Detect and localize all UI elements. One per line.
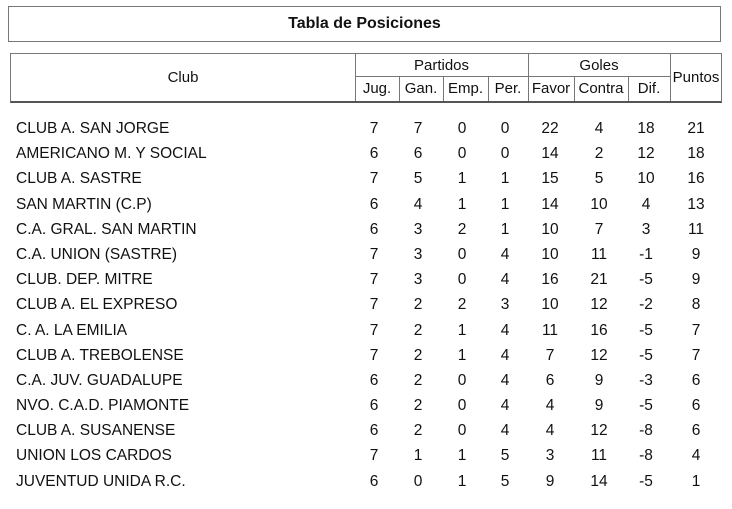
table-row [0, 294, 732, 319]
header-emp: Emp. [447, 80, 483, 97]
cell-emp: 0 [457, 245, 467, 263]
cell-dif: -2 [639, 296, 653, 314]
cell-favor: 3 [545, 447, 555, 465]
cell-gan: 1 [413, 447, 423, 465]
header-jug: Jug. [362, 80, 392, 97]
cell-favor: 15 [541, 170, 559, 188]
club-name: CLUB A. SAN JORGE [16, 120, 170, 137]
cell-contra: 7 [594, 220, 604, 238]
table-row [0, 320, 732, 345]
cell-per: 3 [500, 296, 510, 314]
cell-favor: 10 [541, 220, 559, 238]
cell-jug: 6 [369, 145, 379, 163]
cell-favor: 22 [541, 120, 559, 137]
club-name: C. A. LA EMILIA [16, 321, 128, 339]
club-name: CLUB A. EL EXPRESO [16, 296, 178, 314]
cell-dif: 10 [637, 170, 655, 188]
club-name: C.A. GRAL. SAN MARTIN [16, 220, 197, 238]
cell-gan: 6 [413, 145, 423, 163]
cell-per: 0 [500, 120, 510, 137]
cell-dif: -5 [639, 346, 653, 364]
cell-per: 4 [500, 321, 510, 339]
cell-contra: 14 [590, 472, 608, 490]
cell-contra: 2 [594, 145, 604, 163]
cell-per: 0 [500, 145, 510, 163]
cell-emp: 2 [457, 296, 467, 314]
cell-gan: 2 [413, 296, 423, 314]
club-name: CLUB A. TREBOLENSE [16, 346, 184, 364]
cell-jug: 7 [369, 346, 379, 364]
cell-emp: 0 [457, 371, 467, 389]
cell-dif: -5 [639, 321, 653, 339]
cell-contra: 12 [590, 346, 608, 364]
cell-jug: 6 [369, 371, 379, 389]
club-name: NVO. C.A.D. PIAMONTE [16, 397, 190, 415]
cell-gan: 7 [413, 120, 423, 137]
cell-per: 4 [500, 371, 510, 389]
table-row [0, 219, 732, 244]
cell-gan: 2 [413, 371, 423, 389]
table-row [0, 445, 732, 470]
table-row [0, 420, 732, 445]
table-row [0, 370, 732, 395]
table-row [0, 471, 732, 496]
cell-contra: 9 [594, 371, 604, 389]
cell-pts: 13 [687, 195, 705, 213]
cell-dif: 3 [641, 220, 651, 238]
cell-dif: 12 [637, 145, 655, 163]
table-row [0, 118, 732, 143]
cell-gan: 2 [413, 321, 423, 339]
table-row [0, 395, 732, 420]
cell-dif: -3 [639, 371, 653, 389]
cell-gan: 3 [413, 245, 423, 263]
table-row [0, 194, 732, 219]
table-title: Tabla de Posiciones [8, 6, 721, 42]
header-goles: Goles [579, 57, 619, 74]
cell-dif: -5 [639, 271, 653, 289]
cell-gan: 2 [413, 422, 423, 440]
club-name: JUVENTUD UNIDA R.C. [16, 472, 186, 490]
cell-contra: 11 [590, 245, 608, 263]
cell-pts: 8 [691, 296, 701, 314]
cell-per: 4 [500, 422, 510, 440]
club-name: SAN MARTIN (C.P) [16, 195, 152, 213]
cell-favor: 7 [545, 346, 555, 364]
cell-dif: -8 [639, 422, 653, 440]
cell-pts: 11 [687, 220, 705, 238]
club-name: CLUB A. SASTRE [16, 170, 142, 188]
cell-emp: 1 [457, 346, 467, 364]
cell-pts: 16 [687, 170, 705, 188]
cell-emp: 1 [457, 170, 467, 188]
cell-emp: 2 [457, 220, 467, 238]
cell-per: 4 [500, 245, 510, 263]
cell-pts: 9 [691, 245, 701, 263]
cell-gan: 3 [413, 220, 423, 238]
cell-jug: 7 [369, 321, 379, 339]
cell-jug: 6 [369, 397, 379, 415]
club-name: C.A. UNION (SASTRE) [16, 245, 178, 263]
cell-emp: 1 [457, 472, 467, 490]
table-row [0, 143, 732, 168]
cell-emp: 0 [457, 120, 467, 137]
cell-jug: 7 [369, 170, 379, 188]
cell-pts: 7 [691, 346, 701, 364]
cell-contra: 5 [594, 170, 604, 188]
cell-favor: 4 [545, 397, 555, 415]
cell-emp: 1 [457, 195, 467, 213]
club-name: C.A. JUV. GUADALUPE [16, 371, 183, 389]
cell-per: 4 [500, 271, 510, 289]
cell-per: 1 [500, 220, 510, 238]
cell-dif: -5 [639, 397, 653, 415]
standings-rows [0, 118, 732, 496]
cell-favor: 10 [541, 296, 559, 314]
table-row [0, 168, 732, 193]
cell-pts: 21 [687, 120, 705, 137]
cell-jug: 6 [369, 472, 379, 490]
cell-per: 1 [500, 170, 510, 188]
cell-jug: 7 [369, 296, 379, 314]
cell-favor: 14 [541, 195, 559, 213]
cell-per: 1 [500, 195, 510, 213]
cell-per: 4 [500, 397, 510, 415]
cell-emp: 0 [457, 145, 467, 163]
cell-emp: 1 [457, 321, 467, 339]
cell-gan: 2 [413, 397, 423, 415]
cell-dif: -8 [639, 447, 653, 465]
cell-per: 5 [500, 472, 510, 490]
cell-dif: 18 [637, 120, 655, 137]
header-puntos: Puntos [672, 68, 720, 86]
header-partidos: Partidos [413, 57, 470, 74]
cell-jug: 6 [369, 220, 379, 238]
cell-favor: 10 [541, 245, 559, 263]
cell-contra: 9 [594, 397, 604, 415]
cell-contra: 12 [590, 296, 608, 314]
table-row [0, 269, 732, 294]
cell-favor: 4 [545, 422, 555, 440]
cell-favor: 9 [545, 472, 555, 490]
table-header [10, 53, 722, 103]
header-club: Club [167, 68, 199, 86]
cell-jug: 7 [369, 245, 379, 263]
cell-emp: 1 [457, 447, 467, 465]
club-name: AMERICANO M. Y SOCIAL [16, 145, 207, 163]
cell-contra: 12 [590, 422, 608, 440]
cell-gan: 3 [413, 271, 423, 289]
club-name: CLUB A. SUSANENSE [16, 422, 176, 440]
cell-pts: 1 [691, 472, 701, 490]
cell-per: 5 [500, 447, 510, 465]
club-name: UNION LOS CARDOS [16, 447, 172, 465]
table-row [0, 244, 732, 269]
club-name: CLUB. DEP. MITRE [16, 271, 153, 289]
cell-contra: 11 [590, 447, 608, 465]
cell-per: 4 [500, 346, 510, 364]
header-dif: Dif. [637, 80, 661, 97]
cell-favor: 11 [541, 321, 559, 339]
cell-emp: 0 [457, 271, 467, 289]
cell-emp: 0 [457, 422, 467, 440]
cell-favor: 14 [541, 145, 559, 163]
cell-favor: 16 [541, 271, 559, 289]
header-gan: Gan. [404, 80, 438, 97]
cell-pts: 6 [691, 422, 701, 440]
cell-pts: 18 [687, 145, 705, 163]
header-contra: Contra [578, 80, 624, 97]
header-favor: Favor [531, 80, 571, 97]
cell-contra: 4 [594, 120, 604, 137]
cell-contra: 21 [590, 271, 608, 289]
cell-jug: 7 [369, 447, 379, 465]
header-per: Per. [494, 80, 522, 97]
cell-pts: 6 [691, 371, 701, 389]
cell-jug: 6 [369, 195, 379, 213]
cell-jug: 6 [369, 422, 379, 440]
cell-dif: 4 [641, 195, 651, 213]
cell-gan: 4 [413, 195, 423, 213]
cell-pts: 6 [691, 397, 701, 415]
cell-jug: 7 [369, 120, 379, 137]
cell-gan: 0 [413, 472, 423, 490]
cell-dif: -5 [639, 472, 653, 490]
cell-favor: 6 [545, 371, 555, 389]
cell-pts: 7 [691, 321, 701, 339]
cell-dif: -1 [639, 245, 653, 263]
cell-pts: 4 [691, 447, 701, 465]
cell-pts: 9 [691, 271, 701, 289]
cell-contra: 16 [590, 321, 608, 339]
cell-emp: 0 [457, 397, 467, 415]
table-row [0, 345, 732, 370]
cell-gan: 2 [413, 346, 423, 364]
cell-jug: 7 [369, 271, 379, 289]
cell-gan: 5 [413, 170, 423, 188]
cell-contra: 10 [590, 195, 608, 213]
